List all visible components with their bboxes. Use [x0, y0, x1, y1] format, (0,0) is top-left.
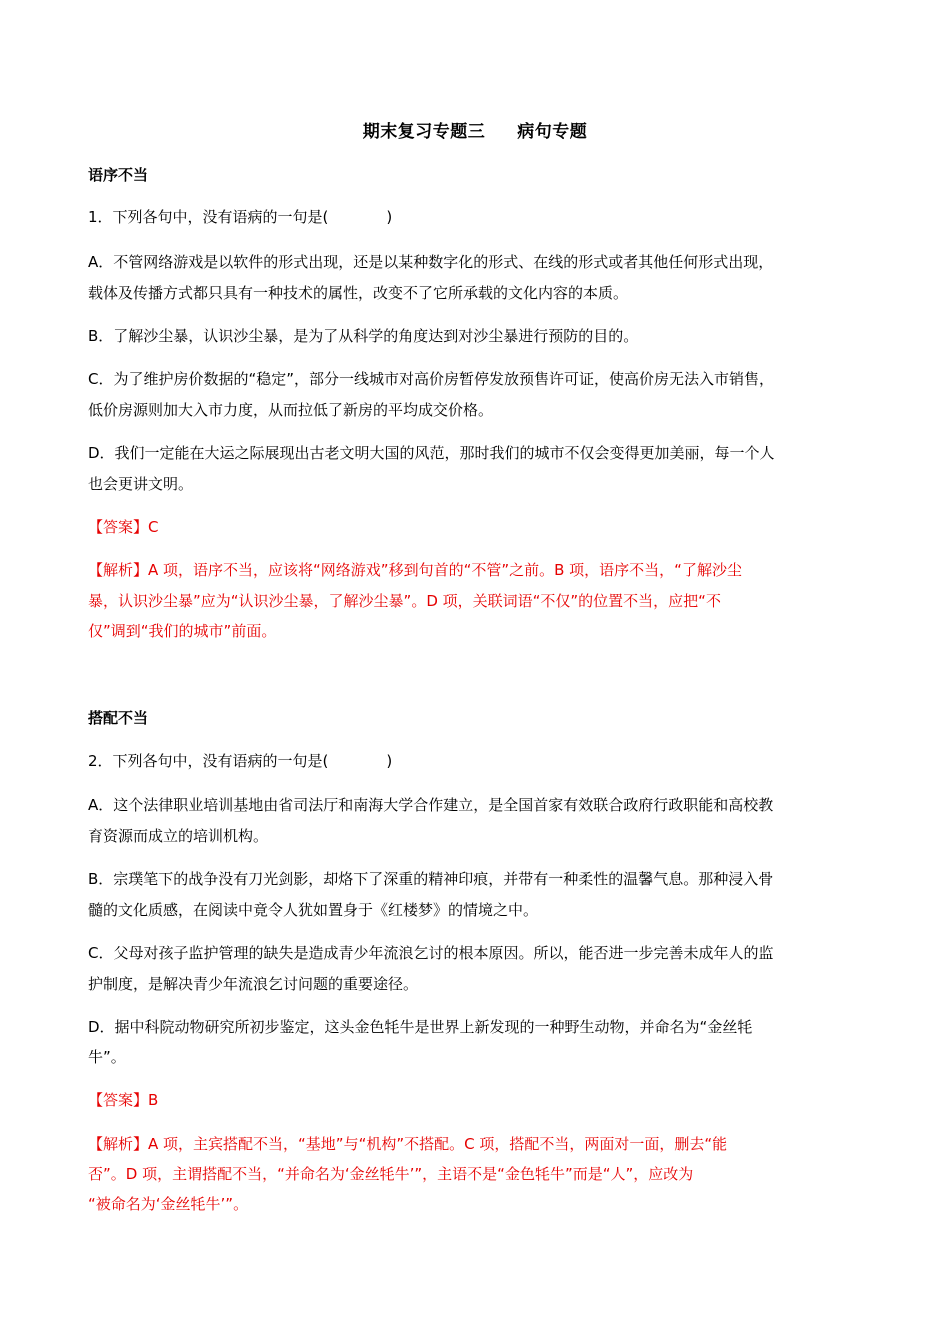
analysis-2-line-3: “被命名为‘金丝牦牛’”。: [88, 1195, 249, 1213]
analysis-1-line-3: 仅”调到“我们的城市”前面。: [88, 622, 277, 640]
section-heading-word-order: 语序不当: [88, 166, 149, 184]
option-d-line-2: 也会更讲文明。: [88, 475, 194, 493]
option-c-line-1: C．为了维护房价数据的“稳定”，部分一线城市对高价房暂停发放预售许可证，使高价房无法入市销售，: [88, 370, 775, 388]
question-1-stem: [88, 206, 392, 227]
analysis-2-line-1: 【解析】A 项，主宾搭配不当，“基地”与“机构”不搭配。C 项，搭配不当，两面对一面，删去“能: [88, 1135, 728, 1153]
option-c-line-2: 护制度，是解决青少年流浪乞讨问题的重要途径。: [88, 975, 419, 993]
question-2-stem: [88, 750, 392, 771]
analysis-1-line-2: 暴，认识沙尘暴”应为“认识沙尘暴，了解沙尘暴”。D 项，关联词语“不仅”的位置不当，应把“不: [88, 592, 721, 610]
option-d-line-1: D．据中科院动物研究所初步鉴定，这头金色牦牛是世界上新发现的一种野生动物，并命名为“金丝牦: [88, 1018, 753, 1036]
question-stem-close: ): [386, 208, 393, 226]
option-a-line-1: A．这个法律职业培训基地由省司法厅和南海大学合作建立，是全国首家有效联合政府行政职能和高校教: [88, 796, 774, 814]
option-b-line-1: B．了解沙尘暴，认识沙尘暴，是为了从科学的角度达到对沙尘暴进行预防的目的。: [88, 327, 639, 345]
option-a-line-2: 育资源而成立的培训机构。: [88, 827, 269, 845]
answer-1: 【答案】C: [88, 518, 159, 536]
question-stem-close: ): [386, 752, 393, 770]
option-c-line-1: C．父母对孩子监护管理的缺失是造成青少年流浪乞讨的根本原因。所以，能否进一步完善未成年人的监: [88, 944, 774, 962]
option-c-line-2: 低价房源则加大入市力度，从而拉低了新房的平均成交价格。: [88, 401, 494, 419]
option-b-line-1: B．宗璞笔下的战争没有刀光剑影，却烙下了深重的精神印痕，并带有一种柔性的温馨气息。那种浸入骨: [88, 870, 774, 888]
question-stem-text: 2．下列各句中，没有语病的一句是(: [88, 752, 329, 770]
analysis-1-line-1: 【解析】A 项，语序不当，应该将“网络游戏”移到句首的“不管”之前。B 项，语序不当，“了解沙尘: [88, 561, 742, 579]
option-b-line-2: 髓的文化质感，在阅读中竟令人犹如置身于《红楼梦》的情境之中。: [88, 901, 539, 919]
option-d-line-2: 牛”。: [88, 1048, 126, 1066]
question-stem-text: 1．下列各句中，没有语病的一句是(: [88, 208, 329, 226]
answer-2: 【答案】B: [88, 1091, 159, 1109]
analysis-2-line-2: 否”。D 项，主谓搭配不当，“并命名为‘金丝牦牛’”，主语不是“金色牦牛”而是“人”，应改为: [88, 1165, 694, 1183]
option-d-line-1: D．我们一定能在大运之际展现出古老文明大国的风范，那时我们的城市不仅会变得更加美丽，每一个人: [88, 444, 775, 462]
section-heading-collocation: 搭配不当: [88, 709, 149, 727]
option-a-line-1: A．不管网络游戏是以软件的形式出现，还是以某种数字化的形式、在线的形式或者其他任何形式出现，: [88, 253, 774, 271]
page-title: 期末复习专题三 病句专题: [362, 122, 588, 142]
option-a-line-2: 载体及传播方式都只具有一种技术的属性，改变不了它所承载的文化内容的本质。: [88, 284, 629, 302]
